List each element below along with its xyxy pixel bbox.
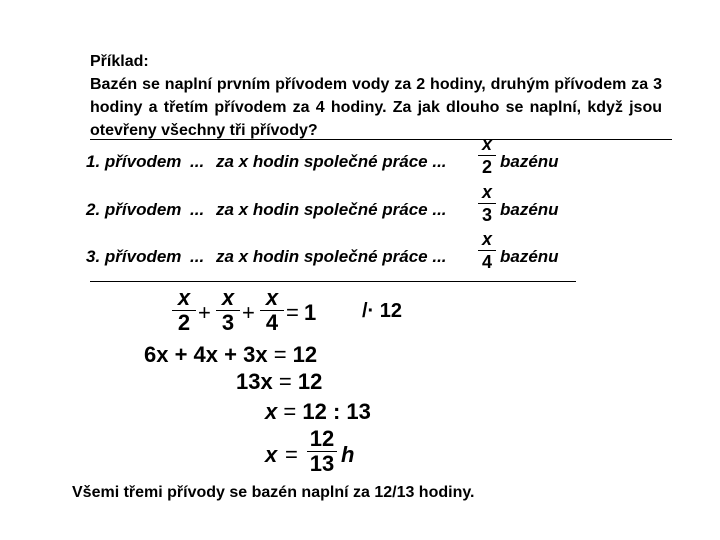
equation-lhs: 6x + 4x + 3x — [144, 342, 268, 367]
equation-2 — [144, 342, 317, 368]
fraction-numerator: x — [481, 134, 492, 154]
problem-statement — [90, 50, 662, 142]
equation-1 — [172, 287, 412, 343]
fraction-bar — [478, 203, 496, 204]
fraction-denominator: 3 — [481, 205, 492, 225]
inlet-fraction — [478, 182, 496, 225]
fraction-numerator: x — [481, 229, 492, 249]
equation-fraction — [307, 428, 337, 475]
problem-text: Bazén se naplní prvním přívodem vody za 2 hodiny, druhým přívodem za 3 hodiny a třetím přívodem za 4 hodiny. Za jak dlouho se naplní, když jsou otevřeny všechny tři přívody? — [90, 76, 662, 139]
inlet-phrase: za x hodin společné práce ... — [216, 152, 447, 171]
fraction-bar — [478, 155, 496, 156]
equals-sign: = — [278, 369, 292, 394]
inlet-dots: ... — [190, 152, 205, 171]
inlet-unit: bazénu — [500, 200, 559, 219]
fraction-numerator: x — [177, 285, 191, 310]
unit-hours: h — [341, 442, 355, 467]
inlet-phrase: za x hodin společné práce ... — [216, 247, 447, 266]
fraction-bar — [478, 250, 496, 251]
fraction-denominator: 13 — [309, 451, 335, 476]
conclusion-text: Všemi třemi přívody se bazén naplní za 12/13 hodiny. — [72, 484, 475, 501]
equation-lhs: x — [265, 399, 278, 424]
fraction-denominator: 2 — [177, 310, 191, 335]
divider-top — [90, 139, 672, 140]
fraction-denominator: 3 — [221, 310, 235, 335]
equation-5 — [265, 428, 385, 484]
fraction-numerator: 12 — [309, 426, 335, 451]
equation-rhs: 1 — [304, 300, 317, 325]
plus-sign: + — [198, 300, 211, 325]
inlet-name: 2. přívodem — [86, 200, 182, 219]
equation-fraction — [216, 287, 240, 334]
fraction-denominator: 4 — [265, 310, 279, 335]
equation-lhs: x — [265, 442, 278, 467]
inlet-dots: ... — [190, 247, 205, 266]
problem-heading: Příklad: — [90, 53, 149, 70]
equals-sign: = — [286, 300, 299, 325]
plus-sign: + — [242, 300, 255, 325]
inlet-unit: bazénu — [500, 247, 559, 266]
fraction-numerator: x — [221, 285, 235, 310]
inlet-unit: bazénu — [500, 152, 559, 171]
equation-rhs: 12 — [297, 369, 323, 394]
fraction-numerator: x — [481, 182, 492, 202]
equals-sign: = — [285, 442, 298, 467]
equation-rhs: 12 — [292, 342, 318, 367]
equals-sign: = — [283, 399, 297, 424]
inlet-name: 3. přívodem — [86, 247, 182, 266]
equation-rhs: 12 : 13 — [302, 399, 371, 424]
fraction-denominator: 2 — [481, 157, 492, 177]
inlet-dots: ... — [190, 200, 205, 219]
inlet-fraction — [478, 134, 496, 177]
equation-4 — [265, 399, 371, 425]
inlet-phrase: za x hodin společné práce ... — [216, 200, 447, 219]
multiplier-note: /· 12 — [362, 300, 403, 322]
fraction-denominator: 4 — [481, 252, 492, 272]
divider-middle — [90, 281, 576, 282]
inlet-fraction — [478, 229, 496, 272]
equation-lhs: 13x — [236, 369, 273, 394]
equation-fraction — [260, 287, 284, 334]
equals-sign: = — [273, 342, 287, 367]
inlet-name: 1. přívodem — [86, 152, 182, 171]
fraction-numerator: x — [265, 285, 279, 310]
equation-fraction — [172, 287, 196, 334]
equation-3 — [236, 369, 322, 395]
